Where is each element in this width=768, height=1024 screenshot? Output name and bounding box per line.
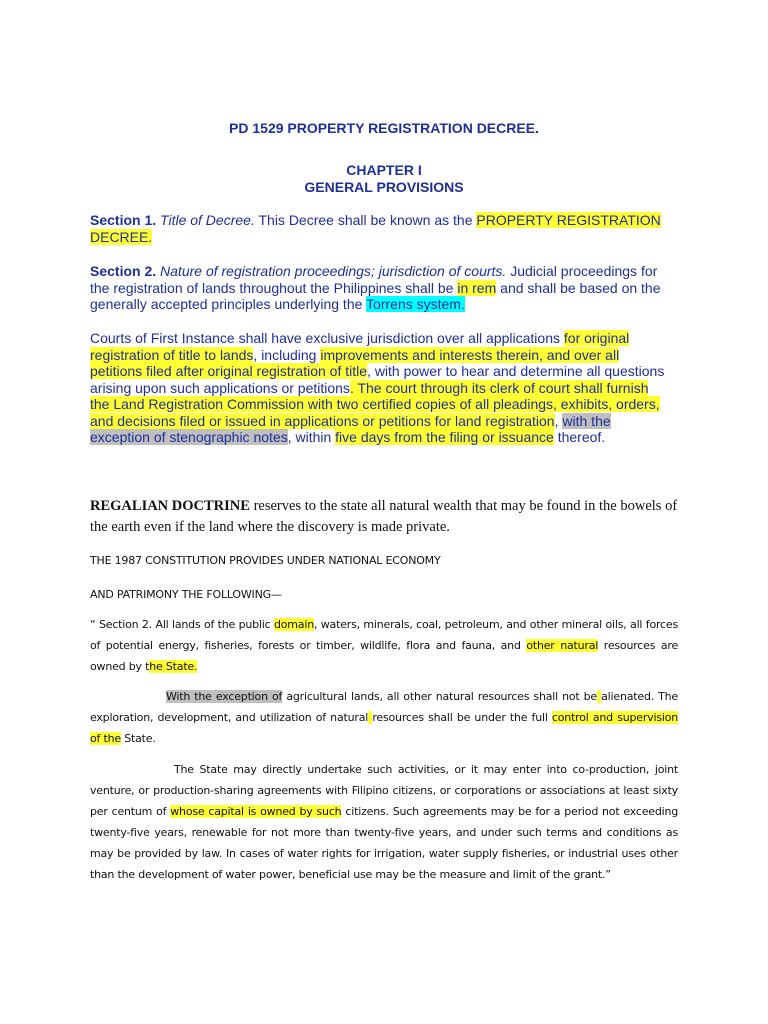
chapter-number: CHAPTER I xyxy=(346,162,422,178)
highlight-the-state: he State. xyxy=(149,660,198,673)
const-p3-text-1: The State may directly undertake such activities, or it may enter into co-production, joint venture, or production-sharing agreements with Filipino citizens, or corporations or associations at least sixty per centum of xyxy=(90,763,678,818)
highlight-torrens-system: Torrens system. xyxy=(366,296,465,312)
constitution-state-activities-paragraph xyxy=(90,759,678,885)
highlight-whose-capital: whose capital is owned by such xyxy=(170,805,342,818)
section-2-label: Section 2. xyxy=(90,263,157,279)
courts-text-6: thereof. xyxy=(557,429,606,445)
constitution-section-2-paragraph xyxy=(90,614,678,677)
section-2-text-a: Judicial proceedings for the registration of lands throughout the Philippines shall be xyxy=(90,263,658,296)
chapter-heading xyxy=(0,162,768,196)
constitution-exception-paragraph xyxy=(90,686,678,749)
const-p2-text-4: State. xyxy=(124,732,156,745)
highlight-other-natural: other natural xyxy=(526,639,599,652)
highlight-stenographic-notes: with the exception of stenographic notes xyxy=(90,412,611,445)
highlight-domain: domain xyxy=(273,618,314,631)
section-2-paragraph xyxy=(90,263,670,313)
section-1-label: Section 1. xyxy=(90,212,157,228)
const-p2-text-2: alienated. The exploration, development, and utilization of natural xyxy=(90,690,679,724)
courts-text-3: , with power to hear and determine all questions arising upon such applications or petitions xyxy=(90,363,665,396)
regalian-doctrine-term: REGALIAN DOCTRINE xyxy=(90,498,250,514)
courts-text-4: , xyxy=(554,412,559,429)
highlight-clerk-of-court: . The court through its clerk of court shall furnish the Land Registration Commission with two certified copies of all pleadings, exhibits, orders, and decisions filed or issued in applications or petitions for land registration xyxy=(90,379,660,429)
courts-text-1: Courts of First Instance shall have exclusive jurisdiction over all applications xyxy=(90,330,560,346)
section-2-text-b: and shall be based on the generally accepted principles underlying the xyxy=(90,279,661,312)
const-p1-text-3: resources are owned by t xyxy=(90,639,679,673)
section-1-paragraph xyxy=(90,212,670,245)
highlight-original-registration: for original registration of title to lands xyxy=(90,330,630,363)
courts-text-5: , within xyxy=(287,429,332,445)
section-1-text: This Decree shall be known as the xyxy=(258,212,473,228)
highlight-property-registration-decree: PROPERTY REGISTRATION DECREE. xyxy=(90,212,661,245)
regalian-doctrine-paragraph xyxy=(90,496,680,538)
const-p2-text-3: resources shall be under the full xyxy=(372,711,548,724)
highlight-improvements: improvements and interests therein, and over all petitions filed after original registration of title xyxy=(90,346,620,379)
section-2-heading: Nature of registration proceedings; jurisdiction of courts. xyxy=(160,263,507,279)
const-p3-text-2: citizens. Such agreements may be for a period not exceeding twenty-five years, renewable for not more than twenty-five years, and under such terms and conditions as may be provided by law. In cases of water rights for irrigation, water supply fisheries, or industrial uses other than the development of water power, beneficial use may be the measure and limit of the grant.” xyxy=(90,805,679,881)
courts-jurisdiction-paragraph xyxy=(90,330,670,446)
courts-text-2: , including xyxy=(253,346,317,363)
regalian-doctrine-text: reserves to the state all natural wealth that may be found in the bowels of the earth even if the land where the discovery is made private. xyxy=(90,498,678,535)
highlight-control-and-supervision: control and supervision of the xyxy=(90,711,679,745)
constitution-heading-line-1: THE 1987 CONSTITUTION PROVIDES UNDER NATIONAL ECONOMY xyxy=(90,554,441,567)
const-p1-text-1: “ Section 2. All lands of the public xyxy=(90,618,271,631)
highlight-in-rem: in rem xyxy=(457,279,497,296)
const-p2-text-1: agricultural lands, all other natural resources shall not be xyxy=(286,690,597,703)
highlight-with-the-exception: With the exception of xyxy=(166,690,283,703)
document-title: PD 1529 PROPERTY REGISTRATION DECREE. xyxy=(229,120,539,136)
chapter-title: GENERAL PROVISIONS xyxy=(304,179,464,195)
section-1-heading: Title of Decree. xyxy=(160,212,255,228)
const-p1-text-2: , waters, minerals, coal, petroleum, and other mineral oils, all forces of potential energy, fisheries, forests or timber, wildlife, flora and fauna, and xyxy=(90,618,678,652)
constitution-heading-line-2: AND PATRIMONY THE FOLLOWING— xyxy=(90,588,282,601)
highlight-five-days: five days from the filing or issuance xyxy=(335,429,554,445)
